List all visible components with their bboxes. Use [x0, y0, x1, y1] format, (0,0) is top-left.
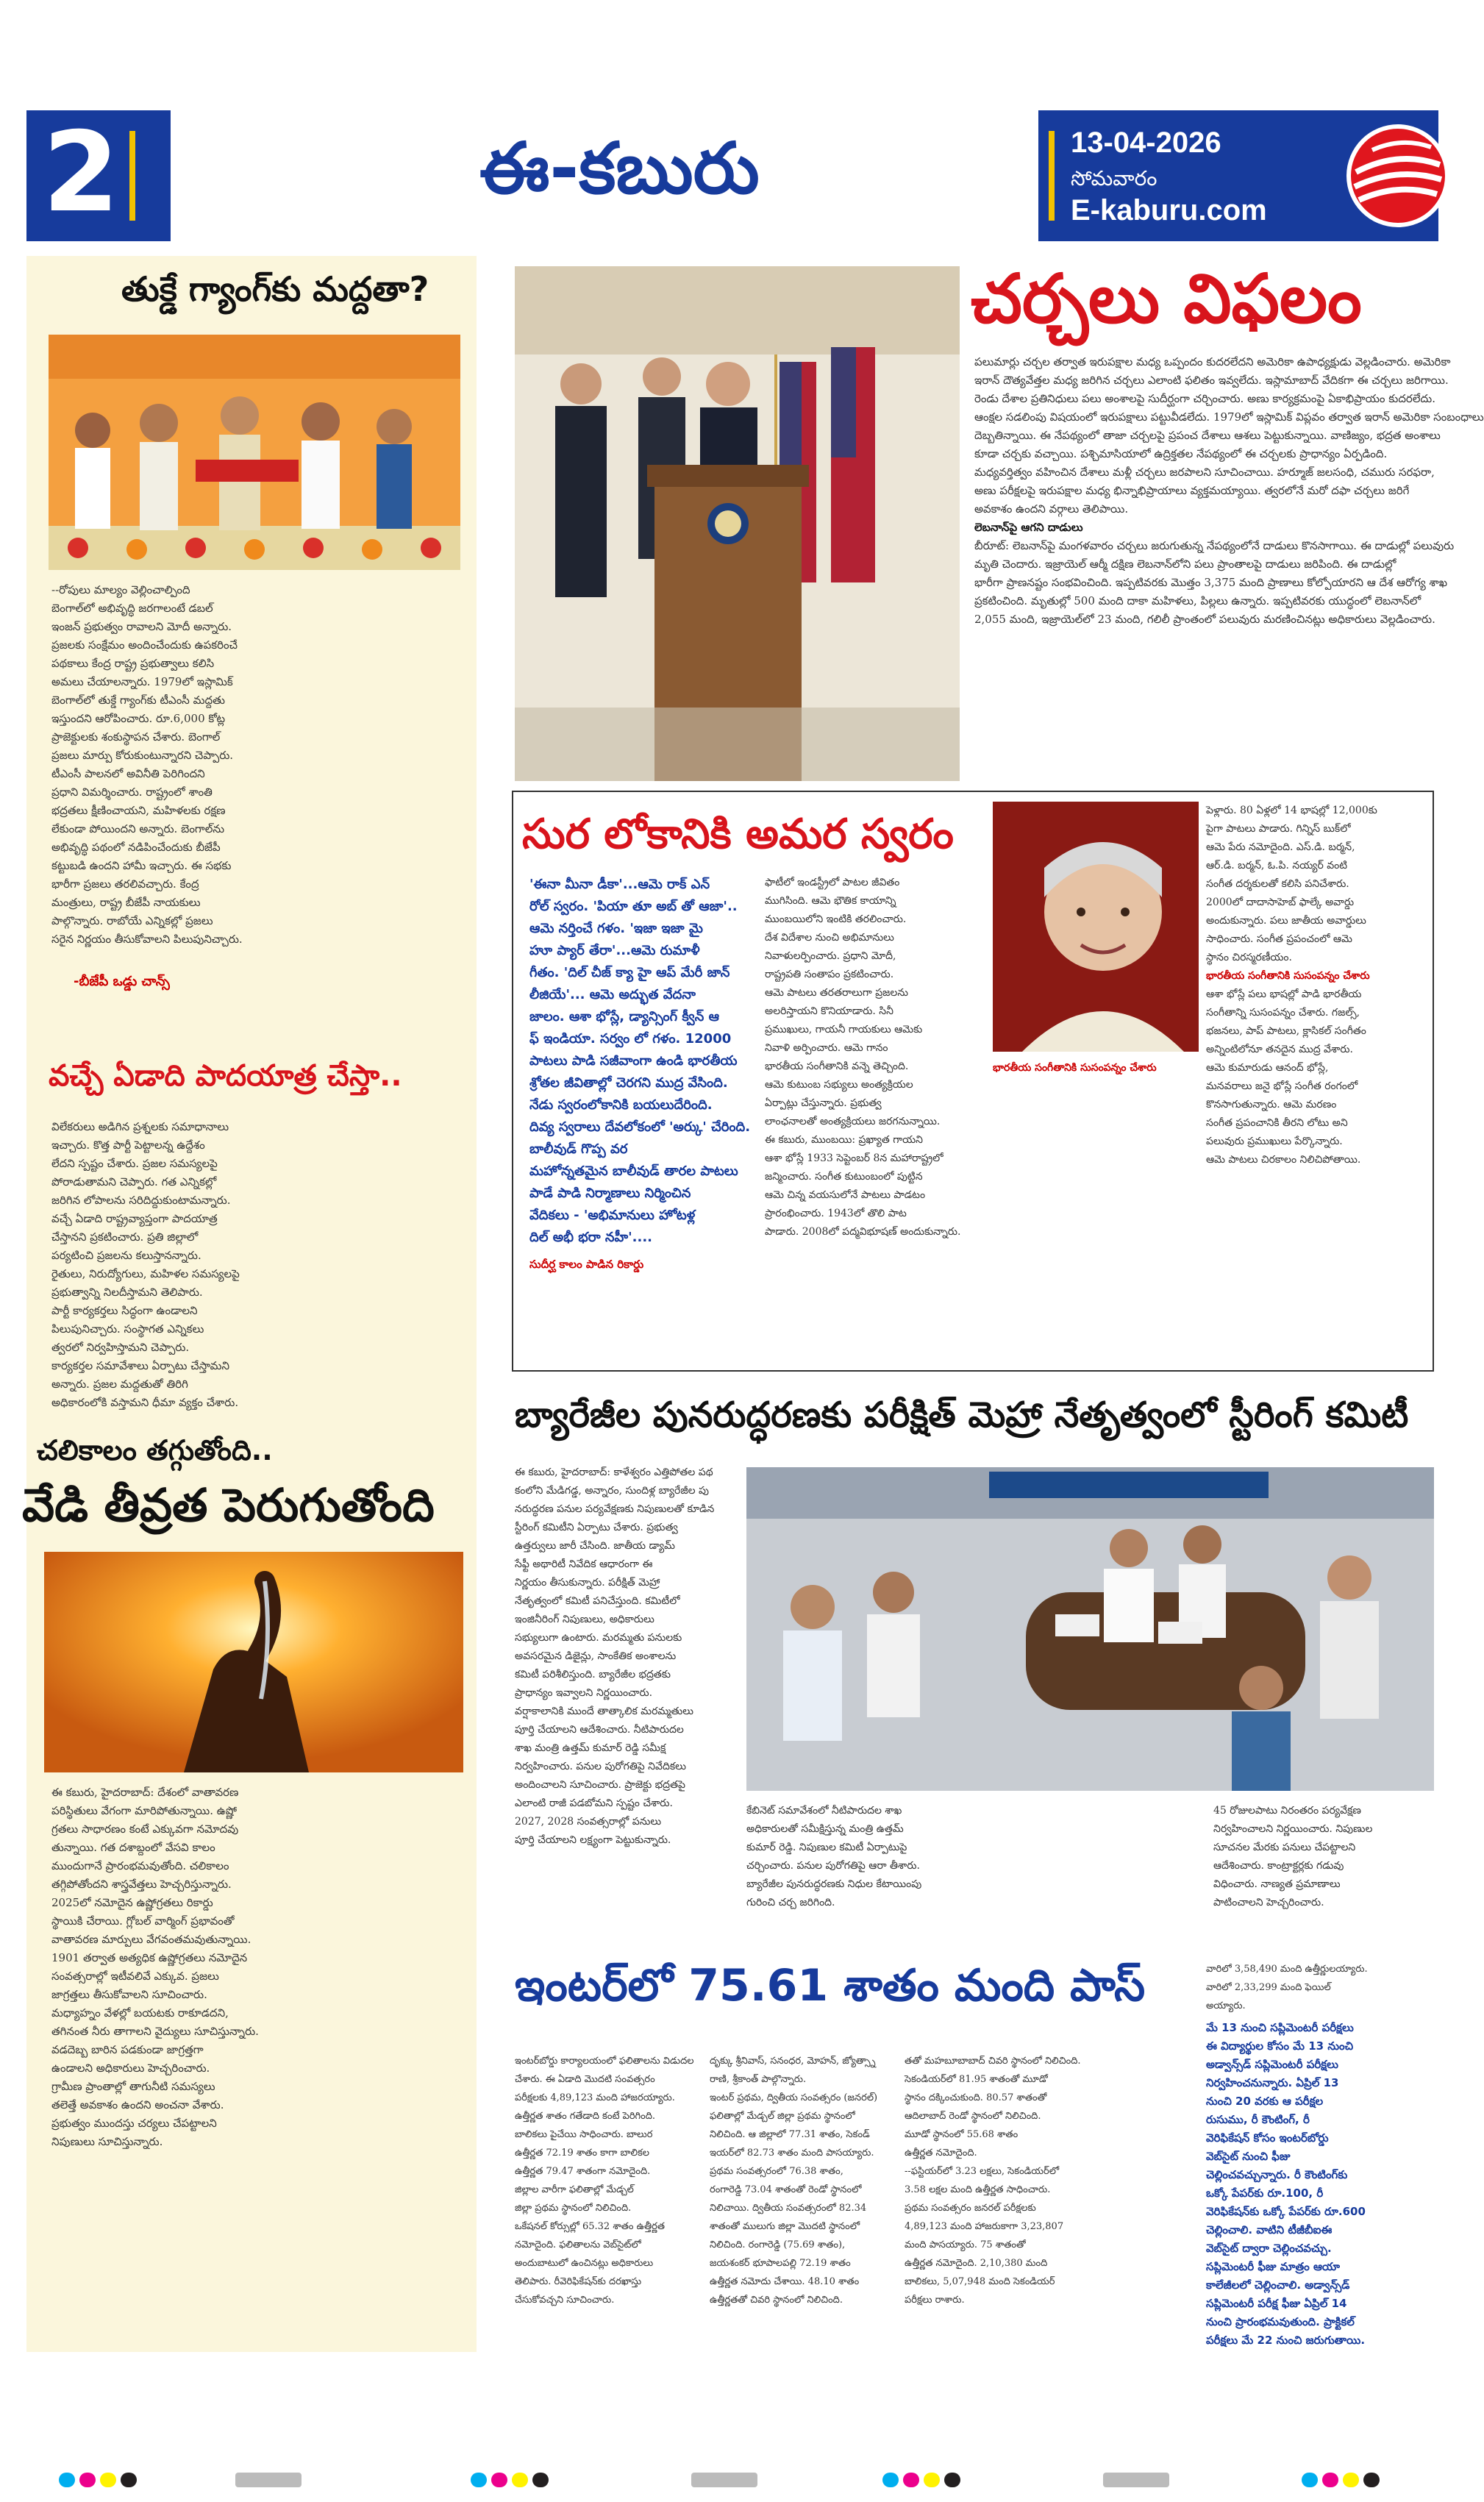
- inter-body: వారిలో 3,58,490 మంది ఉత్తీర్ణులయ్యారు. వారిలో 2,33,299 మంది ఫెయిల్ అయ్యారు.: [1206, 1964, 1368, 2011]
- press-conference-photo: [515, 266, 960, 781]
- story-body: విలేకరులు అడిగిన ప్రశ్నలకు సమాధానాలు ఇచ్చారు. కొత్త పార్టీ పెట్టాలన్న ఉద్దేశం లేదని స్పష్టం చేశారు. ప్రజల సమస్యలపై పోరాడుతామని చెప్పారు. గత ఎన్నికల్లో జరిగిన లోపాలను సరిదిద్దుకుంటామన్నారు. వచ్చే ఏడాది రాష్ట్రవ్యాప్తంగా పాదయాత్ర చేస్తానని ప్రకటించారు. ప్రతి జిల్లాలో పర్యటించి ప్రజలను కలుస్తానన్నారు. రైతులు, నిరుద్యోగులు, మహిళల సమస్యలపై ప్రభుత్వాన్ని నిలదీస్తామని తెలిపారు. పార్టీ కార్యకర్తలు సిద్ధంగా ఉండాలని పిలుపునిచ్చారు. సంస్థాగత ఎన్నికలు త్వరలో నిర్వహిస్తామని చెప్పారు. కార్యకర్తల సమావేశాలు ఏర్పాటు చేస్తామని అన్నారు. ప్రజల మద్దతుతో తిరిగి అధికారంలోకి వస్తామని ధీమా వ్యక్తం చేశారు.: [51, 1120, 240, 1409]
- masthead: [26, 110, 1438, 241]
- byline: సుదీర్ఘ కాలం పాడిన రికార్డు: [529, 1258, 644, 1271]
- heat-photo: [44, 1552, 463, 1772]
- feature-subhead: భారతీయ సంగీతానికి సుసంపన్నం చేశారు: [993, 1062, 1157, 1074]
- rally-photo: [49, 335, 460, 570]
- photo-caption: కేబినెట్ సమావేశంలో నీటిపారుదల శాఖ అధికారులతో సమీక్షిస్తున్న మంత్రి ఉత్తమ్ కుమార్ రెడ్డి. నిపుణుల కమిటీ ఏర్పాటుపై చర్చించారు. పనుల పురోగతిపై ఆరా తీశారు. బ్యారేజీల పునరుద్ధరణకు నిధుల కేటాయింపు గురించి చర్చ జరిగింది.: [746, 1805, 922, 1908]
- color-registration-mark: [1302, 2473, 1380, 2487]
- issue-date: 13-04-2026: [1071, 126, 1221, 159]
- story-kicker: చలికాలం తగ్గుతోంది..: [37, 1434, 273, 1466]
- color-registration-mark: [471, 2473, 549, 2487]
- color-registration-mark: [235, 2473, 302, 2487]
- barrage-headline[interactable]: బ్యారేజీల పునరుద్ధరణకు పరీక్షిత్ మెహ్రా నేతృత్వంలో స్టీరింగ్ కమిటీ: [515, 1394, 1409, 1436]
- website-link[interactable]: E-kaburu.com: [1071, 194, 1267, 227]
- color-registration-mark: [59, 2473, 137, 2487]
- feature-subhead-area: [993, 1059, 1199, 1361]
- page-number: 2: [43, 109, 120, 237]
- byline: -బీజేపీ ఒడ్డు చాన్స్: [74, 974, 170, 989]
- lead-body: పలుమార్లు చర్చల తర్వాత ఇరుపక్షాల మధ్య ఒప్పందం కుదరలేదని అమెరికా ఉపాధ్యక్షుడు వెల్లడించారు. అమెరికా ఇరాన్ దౌత్యవేత్తల మధ్య జరిగిన చర్చలు ఎలాంటి ఫలితం ఇవ్వలేదు. ఇస్లామాబాద్ వేదికగా ఈ చర్చలు జరిగాయి. రెండు దేశాల ప్రతినిధులు పలు అంశాలపై సుదీర్ఘంగా చర్చించారు. అణు కార్యక్రమంపై ఏకాభిప్రాయం కుదరలేదు. ఆంక్షల సడలింపు విషయంలో ఇరుపక్షాలు పట్టువీడలేదు. 1979లో ఇస్లామిక్ విప్లవం తర్వాత ఇరాన్ అమెరికా సంబంధాలు దెబ్బతిన్నాయి. ఈ నేపథ్యంలో తాజా చర్చలపై ప్రపంచ దేశాలు ఆశలు పెట్టుకున్నాయి. వాణిజ్యం, భద్రత అంశాలు కూడా చర్చకు వచ్చాయి. పశ్చిమాసియాలో ఉద్రిక్తతల నేపథ్యంలో ఈ చర్చలకు ప్రాధాన్యం ఏర్పడింది. మధ్యవర్తిత్వం వహించిన దేశాలు మళ్లీ చర్చలు జరపాలని సూచించాయి. హర్మూజ్ జలసంధి, చమురు సరఫరా, అణు పరీక్షలపై ఇరుపక్షాల మధ్య భిన్నాభిప్రాయాలు వ్యక్తమయ్యాయి. త్వరలోనే మరో దఫా చర్చలు జరిగే అవకాశం ఉందని వర్గాలు తెలిపాయి. లెబనాన్‌పై ఆగని దాడులు బీరూట్: లెబనాన్‌పై మంగళవారం చర్చలు జరుగుతున్న నేపథ్యంలోనే దాడులు కొనసాగాయి. ఈ దాడుల్లో పలువురు మృతి చెందారు. ఇజ్రాయెల్ ఆర్మీ దక్షిణ లెబనాన్‌లోని పలు ప్రాంతాలపై దాడులు జరిపింది. ఈ దాడుల్లో భారీగా ప్రాణనష్టం సంభవించింది. ఇప్పటివరకు మొత్తం 3,375 మంది ప్రాణాలు కోల్పోయారని ఆ దేశ ఆరోగ్య శాఖ ప్రకటించింది. మృతుల్లో 500 మంది దాకా మహిళలు, పిల్లలు ఉన్నారు. ఇప్పటివరకు యుద్ధంలో లెబనాన్‌లో 2,055 మంది, ఇజ్రాయెల్‌లో 23 మంది, గలిలీ ప్రాంతంలో పలువురు మరణించినట్లు అధికారులు వెల్లడించారు.: [974, 355, 1484, 626]
- story-headline[interactable]: వేడి తీవ్రత పెరుగుతోంది: [22, 1478, 435, 1532]
- inter-headline[interactable]: ఇంటర్‌లో 75.61 శాతం మంది పాస్: [515, 1960, 1146, 2011]
- barrage-body: ఈ కబురు, హైదరాబాద్: కాళేశ్వరం ఎత్తిపోతల పథ కంలోని మేడిగడ్డ, అన్నారం, సుందిళ్ల బ్యారేజీల పు నరుద్ధరణ పనుల పర్యవేక్షణకు నిపుణులతో కూడిన స్టీరింగ్ కమిటీని ఏర్పాటు చేశారు. ప్రభుత్వ ఉత్తర్వులు జారీ చేసింది. జాతీయ డ్యామ్ సేఫ్టీ అథారిటీ నివేదిక ఆధారంగా ఈ నిర్ణయం తీసుకున్నారు. పరీక్షిత్ మెహ్రా నేతృత్వంలో కమిటీ పనిచేస్తుంది. కమిటీలో ఇంజినీరింగ్ నిపుణులు, అధికారులు సభ్యులుగా ఉంటారు. మరమ్మతు పనులకు అవసరమైన డిజైన్లు, సాంకేతిక అంశాలను కమిటీ పరిశీలిస్తుంది. బ్యారేజీల భద్రతకు ప్రాధాన్యం ఇవ్వాలని నిర్ణయించారు. వర్షాకాలానికి ముందే తాత్కాలిక మరమ్మతులు పూర్తి చేయాలని ఆదేశించారు. నీటిపారుదల శాఖ మంత్రి ఉత్తమ్ కుమార్ రెడ్డి సమీక్ష నిర్వహించారు. పనుల పురోగతిపై నివేదికలు అందించాలని సూచించారు. ప్రాజెక్టు భద్రతపై ఎలాంటి రాజీ పడబోమని స్పష్టం చేశారు. 2027, 2028 సంవత్సరాల్లో పనులు పూర్తి చేయాలని లక్ష్యంగా పెట్టుకున్నారు.: [515, 1466, 715, 1846]
- lead-headline[interactable]: చర్చలు విఫలం: [971, 260, 1362, 338]
- meeting-photo: [746, 1467, 1434, 1791]
- site-logo: ఈ-కబురు: [479, 127, 760, 210]
- pull-quote: 'ఈనా మీనా డీకా'...ఆమె రాక్ ఎన్ రోల్ స్వరం. 'పియా తూ అబ్ తో ఆజా'.. ఆమె నర్తించే గళం. 'ఇజా ఇజా మై హూ ప్యార్ తేరా'...ఆమె రుమాళీ గీతం. 'దిల్ చీజ్ క్యా హై ఆప్ మేరీ జాన్ లీజియే'... ఆమె అద్భుత వేదనా జాలం. ఆశా భోస్లే, డ్యాన్సింగ్ క్వీన్ ఆ ఫ్ ఇండియా. సర్వం లో గళం. 12000 పాటలు పాడి సజీవాంగా ఉండి భారతీయ శ్రోతల జీవితాల్లో చెరగని ముద్ర వేసింది. నేడు స్వరంలోకానికి బయలుదేరింది. దివ్య స్వరాలు దేవలోకంలో 'అర్కు' చేరింది. బాలీవుడ్ గొప్ప వర మహోన్నతమైన బాలీవుడ్ తారల పాటలు పాడే పాడి నిర్మాణాలు నిర్మించిన వేదికలు - 'అభిమానులు హోటళ్ల దిల్ అభీ భరా నహీ'....: [529, 877, 751, 1245]
- inter-body: ఇంటర్‌బోర్డు కార్యాలయంలో ఫలితాలను విడుదల చేశారు. ఈ ఏడాది మొదటి సంవత్సరం పరీక్షలకు 4,89,123 మంది హాజరయ్యారు. ఉత్తీర్ణత శాతం గతేడాది కంటే పెరిగింది. బాలికలు పైచేయి సాధించారు. బాలుర ఉత్తీర్ణత 72.19 శాతం కాగా బాలికల ఉత్తీర్ణత 79.47 శాతంగా నమోదైంది. జిల్లాల వారీగా ఫలితాల్లో మేడ్చల్ జిల్లా ప్రథమ స్థానంలో నిలిచింది. ఒకేషనల్ కోర్సుల్లో 65.32 శాతం ఉత్తీర్ణత నమోదైంది. ఫలితాలను వెబ్‌సైట్‌లో అందుబాటులో ఉంచినట్లు అధికారులు తెలిపారు. రీవెరిఫికేషన్‌కు దరఖాస్తు చేసుకోవచ్చని సూచించారు.: [515, 2056, 694, 2306]
- story-headline[interactable]: వచ్చే ఏడాది పాదయాత్ర చేస్తా..: [49, 1059, 402, 1093]
- globe-icon: [1343, 121, 1453, 231]
- supplementary-exams-box: మే 13 నుంచి సప్లిమెంటరీ పరీక్షలు ఈ విద్యార్థుల కోసం మే 13 నుంచి అడ్వాన్స్‌డ్ సప్లిమెంటరీ పరీక్షలు నిర్వహించనున్నారు. ఏప్రిల్ 13 నుంచి 20 వరకు ఆ పరీక్షల రుసుము, రీ కౌంటింగ్, రీ వెరిఫికేషన్ కోసం ఇంటర్‌బోర్డు వెబ్‌సైట్ నుంచి ఫీజు చెల్లించవచ్చున్నారు. రీ కౌంటింగ్‌కు ఒక్కో పేపర్‌కు రూ.100, రీ వెరిఫికేషన్‌కు ఒక్కో పేపర్‌కు రూ.600 చెల్లించాలి. వాటిని టీజీబీఐఈ వెబ్‌సైట్ ద్వారా చెల్లించవచ్చు. సప్లిమెంటరీ ఫీజు మాత్రం ఆయా కాలేజీలలో చెల్లించాలి. అడ్వాన్స్‌డ్ సప్లిమెంటరీ పరీక్ష ఫీజు ఏప్రిల్ 14 నుంచి ప్రారంభమవుతుంది. ప్రాక్టికల్ పరీక్షలు మే 22 నుంచి జరుగుతాయి.: [1206, 2021, 1366, 2347]
- portrait-photo: [993, 802, 1199, 1052]
- inter-body: తతో మహబూబాబాద్ చివరి స్థానంలో నిలిచింది. సెకండియర్‌లో 81.95 శాతంతో మూడో స్థానం దక్కించుకుంది. 80.57 శాతంతో ఆదిలాబాద్ రెండో స్థానంలో నిలిచింది. మూడో స్థానంలో 55.68 శాతం ఉత్తీర్ణత నమోదైంది. --ఫస్టియర్‌లో 3.23 లక్షలు, సెకండియర్‌లో 3.58 లక్షల మంది ఉత్తీర్ణత సాధించారు. ప్రథమ సంవత్సరం జనరల్ పరీక్షలకు 4,89,123 మంది హాజరుకాగా 3,23,807 మంది పాసయ్యారు. 75 శాతంతో ఉత్తీర్ణత నమోదైంది. 2,10,380 మంది బాలికలు, 5,07,948 మంది సెకండియర్ పరీక్షలు రాశారు.: [905, 2056, 1081, 2306]
- divider: [129, 131, 135, 221]
- issue-weekday: సోమవారం: [1071, 166, 1157, 190]
- story-headline[interactable]: తుక్డే గ్యాంగ్‌కు మద్దతా?: [121, 269, 429, 309]
- photo-caption: 45 రోజులపాటు నిరంతరం పర్యవేక్షణ నిర్వహించాలని నిర్ణయించారు. నిపుణుల సూచనల మేరకు పనులు చేపట్టాలని ఆదేశించారు. కాంట్రాక్టర్లకు గడువు విధించారు. నాణ్యత ప్రమాణాలు పాటించాలని హెచ్చరించారు.: [1213, 1805, 1373, 1908]
- story-body: ఈ కబురు, హైదరాబాద్: దేశంలో వాతావరణ పరిస్థితులు వేగంగా మారిపోతున్నాయి. ఉష్ణో గ్రతలు సాధారణం కంటే ఎక్కువగా నమోదవు తున్నాయి. గత దశాబ్దంలో వేసవి కాలం ముందుగానే ప్రారంభమవుతోంది. చలికాలం తగ్గిపోతోందని శాస్త్రవేత్తలు హెచ్చరిస్తున్నారు. 2025లో నమోదైన ఉష్ణోగ్రతలు రికార్డు స్థాయికి చేరాయి. గ్లోబల్ వార్మింగ్ ప్రభావంతో వాతావరణ మార్పులు వేగవంతమవుతున్నాయి. 1901 తర్వాత అత్యధిక ఉష్ణోగ్రతలు నమోదైన సంవత్సరాల్లో ఇటీవలివే ఎక్కువ. ప్రజలు జాగ్రత్తలు తీసుకోవాలని సూచించారు. మధ్యాహ్నం వేళల్లో బయటకు రాకూడదని, తగినంత నీరు తాగాలని వైద్యులు సూచిస్తున్నారు. వడదెబ్బ బారిన పడకుండా జాగ్రత్తగా ఉండాలని అధికారులు హెచ్చరించారు. గ్రామీణ ప్రాంతాల్లో తాగునీటి సమస్యలు తలెత్తే అవకాశం ఉందని అంచనా వేశారు. ప్రభుత్వం ముందస్తు చర్యలు చేపట్టాలని నిపుణులు సూచిస్తున్నారు.: [51, 1786, 259, 2148]
- divider: [1049, 131, 1055, 221]
- color-registration-mark: [691, 2473, 757, 2487]
- logo-area: [171, 110, 1038, 241]
- feature-body: పెళ్లారు. 80 ఏళ్లలో 14 భాషల్లో 12,000కు పైగా పాటలు పాడారు. గిన్నిస్ బుక్‌లో ఆమె పేరు నమోదైంది. ఎస్.డి. బర్మన్, ఆర్.డి. బర్మన్, ఓ.పి. నయ్యర్ వంటి సంగీత దర్శకులతో కలిసి పనిచేశారు. 2000లో దాదాసాహెబ్ ఫాల్కే అవార్డు అందుకున్నారు. పలు జాతీయ అవార్డులు సాధించారు. సంగీత ప్రపంచంలో ఆమె స్థానం చిరస్మరణీయం. భారతీయ సంగీతానికి సుసంపన్నం చేశారు ఆశా భోస్లే పలు భాషల్లో పాడి భారతీయ సంగీతాన్ని సుసంపన్నం చేశారు. గజల్స్, భజనలు, పాప్ పాటలు, క్లాసికల్ సంగీతం అన్నింటిలోనూ తనదైన ముద్ర వేశారు. ఆమె కుమారుడు ఆనంద్ భోస్లే, మనవరాలు జనై భోస్లే సంగీత రంగంలో కొనసాగుతున్నారు. ఆమె మరణం సంగీత ప్రపంచానికి తీరని లోటు అని పలువురు ప్రముఖులు పేర్కొన్నారు. ఆమె పాటలు చిరకాలం నిలిచిపోతాయి.: [1206, 805, 1377, 1166]
- story-body: --రోపులు మాల్యం వెల్లించాల్పింది బెంగాల్‌లో అభివృద్ధి జరగాలంటే డబల్ ఇంజన్ ప్రభుత్వం రావాలని మోదీ అన్నారు. ప్రజలకు సంక్షేమం అందించేందుకు ఉపకరించే పథకాలు కేంద్ర రాష్ట్ర ప్రభుత్వాలు కలిసి అమలు చేయాలన్నారు. 1979లో ఇస్లామిక్ బెంగాల్‌లో తుక్డే గ్యాంగ్‌కు టీఎంసీ మద్దతు ఇస్తుందని ఆరోపించారు. రూ.6,000 కోట్ల ప్రాజెక్టులకు శంకుస్థాపన చేశారు. బెంగాల్ ప్రజలు మార్పు కోరుకుంటున్నారని చెప్పారు. టీఎంసీ పాలనలో అవినీతి పెరిగిందని ప్రధాని విమర్శించారు. రాష్ట్రంలో శాంతి భద్రతలు క్షీణించాయని, మహిళలకు రక్షణ లేకుండా పోయిందని అన్నారు. బెంగాల్‌ను అభివృద్ధి పథంలో నడిపించేందుకు బీజేపీ కట్టుబడి ఉందని హామీ ఇచ్చారు. ఈ సభకు భారీగా ప్రజలు తరలివచ్చారు. కేంద్ర మంత్రులు, రాష్ట్ర బీజేపీ నాయకులు పాల్గొన్నారు. రాబోయే ఎన్నికల్లో ప్రజలు సరైన నిర్ణయం తీసుకోవాలని పిలుపునిచ్చారు.: [51, 583, 243, 946]
- feature-body: ఫాటీలో ఇండస్ట్రీలో పాటల జీవితం ముగిసింది. ఆమె భౌతిక కాయాన్ని ముంబయిలోని ఇంటికి తరలించారు. దేశ విదేశాల నుంచి అభిమానులు నివాళులర్పించారు. ప్రధాని మోదీ, రాష్ట్రపతి సంతాపం ప్రకటించారు. ఆమె పాటలు తరతరాలుగా ప్రజలను అలరిస్తాయని కొనియాడారు. సినీ ప్రముఖులు, గాయనీ గాయకులు ఆమెకు నివాళి అర్పించారు. ఆమె గానం భారతీయ సంగీతానికి వన్నె తెచ్చింది. ఆమె కుటుంబ సభ్యులు అంత్యక్రియల ఏర్పాట్లు చేస్తున్నారు. ప్రభుత్వ లాంఛనాలతో అంత్యక్రియలు జరగనున్నాయి. ఈ కబురు, ముంబయి: ప్రఖ్యాత గాయని ఆశా భోస్లే 1933 సెప్టెంబర్ 8న మహారాష్ట్రలో జన్మించారు. సంగీత కుటుంబంలో పుట్టిన ఆమె చిన్న వయసులోనే పాటలు పాడటం ప్రారంభించారు. 1943లో తొలి పాట పాడారు. 2008లో పద్మవిభూషణ్ అందుకున్నారు.: [765, 877, 961, 1238]
- inter-body: దృక్కు శ్రీనివాస్, సనంధర, మోహన్, జ్యోత్స్నా రాణి, శ్రీకాంత్ పాల్గొన్నారు. ఇంటర్ ప్రథమ, ద్వితీయ సంవత్సరం (జనరల్) ఫలితాల్లో మేడ్చల్ జిల్లా ప్రథమ స్థానంలో నిలిచింది. ఆ జిల్లాలో 77.31 శాతం, సెకండ్ ఇయర్‌లో 82.73 శాతం మంది పాసయ్యారు. ప్రథమ సంవత్సరంలో 76.38 శాతం, రంగారెడ్డి 73.04 శాతంతో రెండో స్థానంలో నిలిచాయి. ద్వితీయ సంవత్సరంలో 82.34 శాతంతో ములుగు జిల్లా మొదటి స్థానంలో నిలిచింది. రంగారెడ్డి (75.69 శాతం), జయశంకర్ భూపాలపల్లి 72.19 శాతం ఉత్తీర్ణత నమోదు చేశాయి. 48.10 శాతం ఉత్తీర్ణతతో చివరి స్థానంలో నిలిచింది.: [710, 2056, 878, 2306]
- color-registration-mark: [882, 2473, 960, 2487]
- color-registration-mark: [1103, 2473, 1169, 2487]
- feature-headline[interactable]: సుర లోకానికి అమర స్వరం: [522, 810, 954, 858]
